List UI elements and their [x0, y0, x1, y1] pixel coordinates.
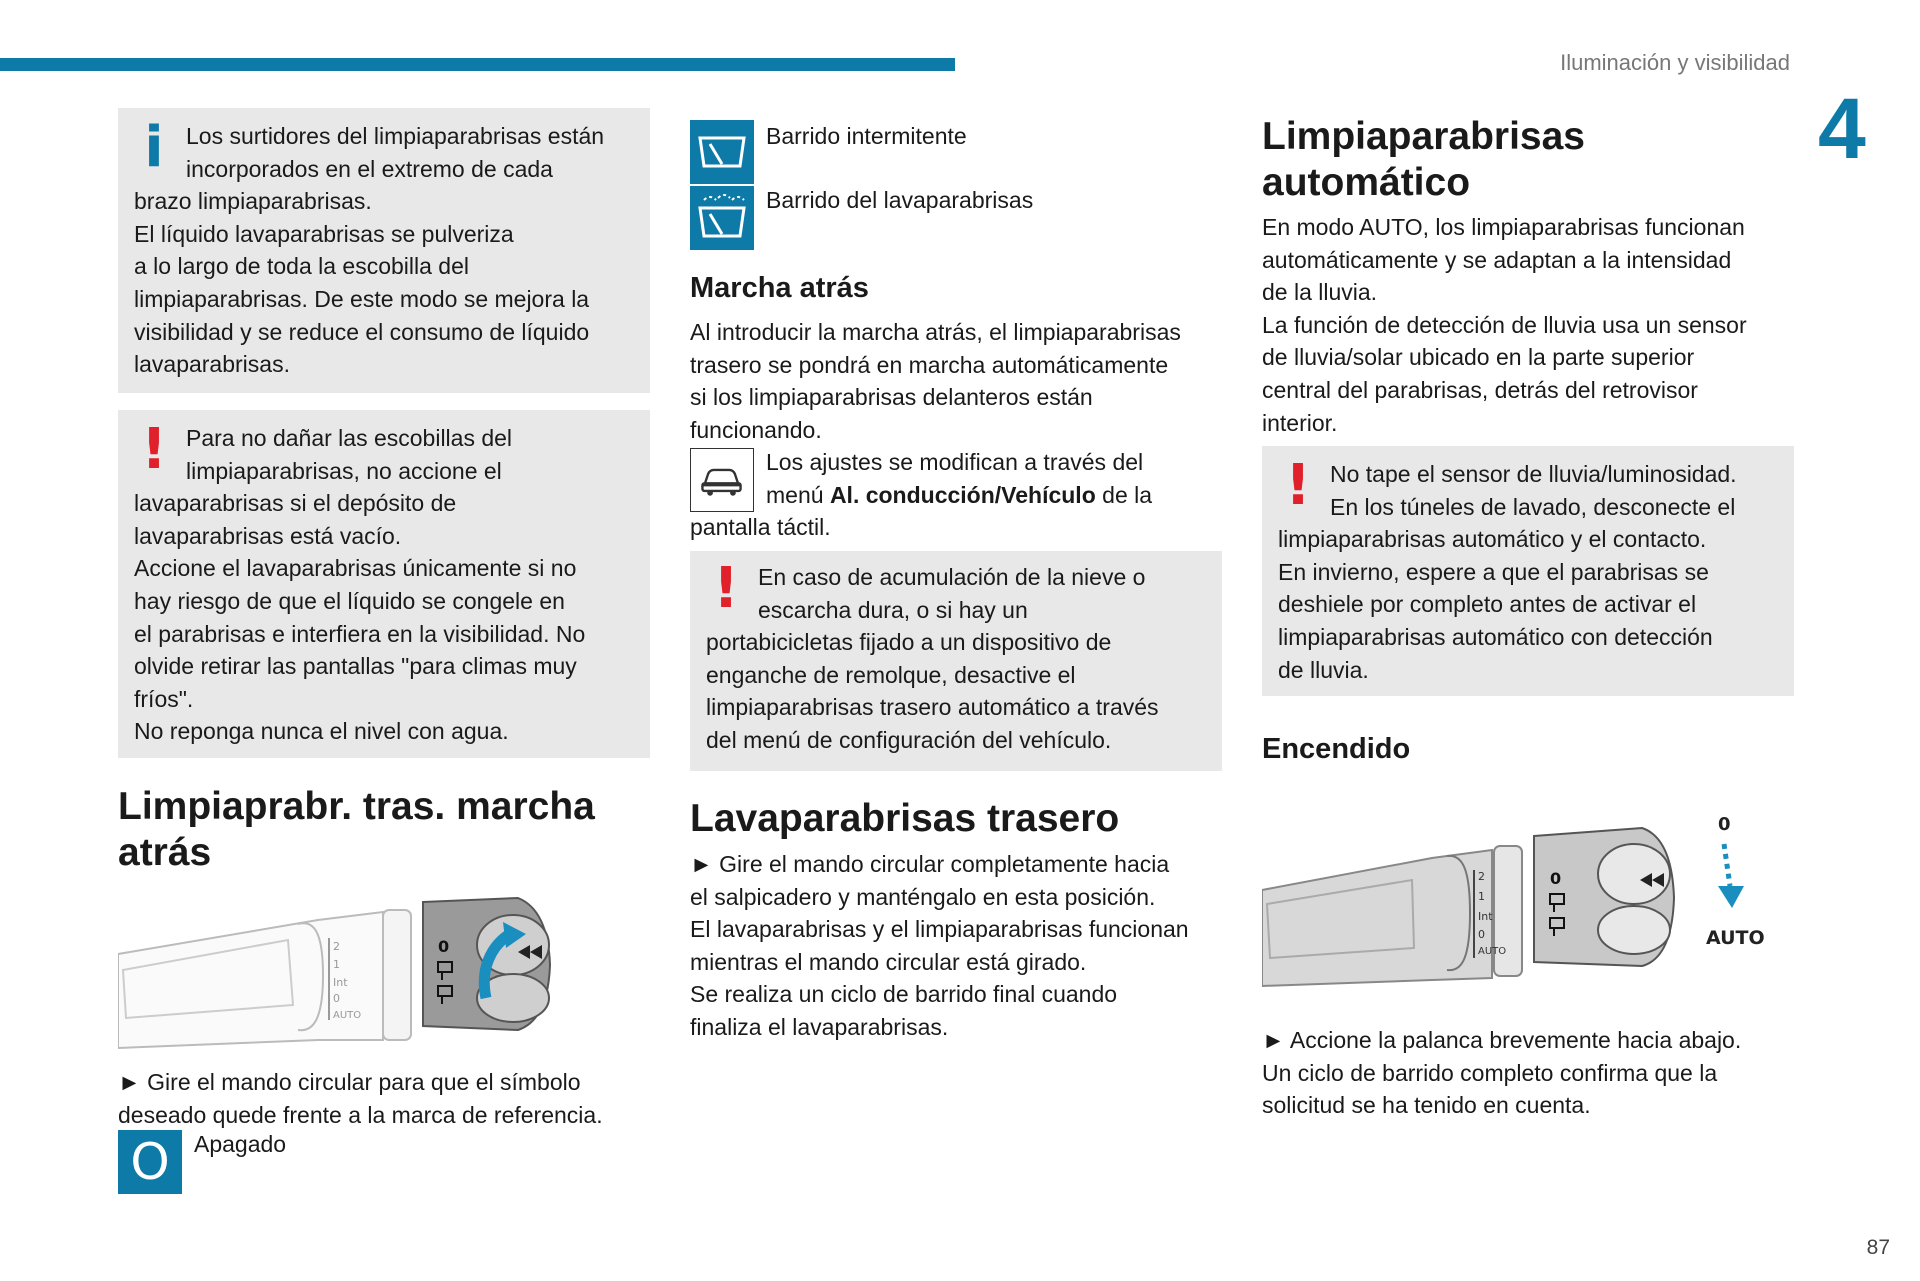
warning-line: limpiaparabrisas automático con detección	[1278, 623, 1713, 650]
instruction-line: deseado quede frente a la marca de referencia.	[118, 1101, 603, 1128]
settings-menu-path: Al. conducción/Vehículo	[829, 481, 1096, 508]
lever-top-label: 0	[1718, 814, 1731, 835]
heading-rear-washer: Lavaparabrisas trasero	[690, 797, 1120, 840]
warning-line: lavaparabrisas está vacío.	[134, 522, 402, 549]
switch-on-instructions	[1262, 1024, 1802, 1122]
warning-line: deshiele por completo antes de activar el	[1278, 591, 1697, 618]
auto-line: interior.	[1262, 409, 1338, 436]
lever-mark: 1	[333, 958, 340, 971]
warning-line: Accione el lavaparabrisas únicamente si no	[134, 555, 577, 582]
heading-line: Limpiaparabrisas	[1262, 115, 1585, 158]
lever-mark: 0	[1550, 869, 1562, 888]
off-symbol-label: Apagado	[194, 1131, 287, 1157]
rear-washer-line: El lavaparabrisas y el limpiaparabrisas funcionan	[690, 916, 1189, 943]
warning-line: lavaparabrisas si el depósito de	[134, 490, 457, 517]
auto-line: central del parabrisas, detrás del retrovisor	[1262, 376, 1698, 403]
car-icon	[691, 449, 752, 510]
warning-box-snow	[690, 551, 1222, 771]
warning-line: En caso de acumulación de la nieve o	[758, 564, 1146, 590]
rear-washer-line: Se realiza un ciclo de barrido final cuando	[690, 981, 1118, 1008]
warning-icon: !	[1285, 453, 1311, 518]
info-line: lavaparabrisas.	[134, 351, 290, 378]
lever-mark: 1	[1478, 890, 1485, 903]
info-icon: i	[144, 115, 164, 180]
rear-washer-paragraph	[690, 848, 1230, 1044]
warning-line: del menú de configuración del vehículo.	[706, 726, 1112, 753]
warning-line: el parabrisas e interfiera en la visibilidad. No	[134, 620, 586, 647]
info-line: a lo largo de toda la escobilla del	[134, 253, 470, 280]
lever-auto-label: AUTO	[1706, 927, 1765, 949]
warning-line: En invierno, espere a que el parabrisas se	[1278, 558, 1709, 585]
page-number: 87	[1866, 1236, 1890, 1259]
lever-mark: Int	[1478, 910, 1493, 923]
auto-line: automáticamente y se adaptan a la intensidad	[1262, 246, 1732, 273]
info-line: brazo limpiaparabrisas.	[134, 188, 372, 215]
warning-line: limpiaparabrisas, no accione el	[186, 457, 502, 484]
warning-icon: !	[141, 417, 167, 482]
reverse-line: si los limpiaparabrisas delanteros están	[690, 384, 1093, 411]
warning-line: enganche de remolque, desactive el	[706, 661, 1076, 688]
warning-line: portabicicletas fijado a un dispositivo de	[706, 629, 1112, 656]
intermittent-wipe-label: Barrido intermitente	[766, 123, 967, 149]
warning-icon: !	[713, 556, 739, 621]
auto-line: La función de detección de lluvia usa un sensor	[1262, 311, 1747, 338]
warning-line: limpiaparabrisas automático y el contacto.	[1278, 526, 1707, 553]
lever-mark: AUTO	[1478, 946, 1507, 957]
chapter-number: 4	[1818, 81, 1866, 177]
warning-line: escarcha dura, o si hay un	[758, 596, 1028, 623]
auto-wiper-lever-illustration	[1262, 808, 1782, 993]
settings-text: menú	[766, 481, 830, 508]
heading-rear-wiper-reverse	[118, 784, 678, 876]
warning-box-rain-sensor	[1262, 446, 1794, 696]
warning-line: olvide retirar las pantallas "para climas muy	[134, 653, 577, 680]
off-symbol	[118, 1130, 182, 1194]
settings-text: de la	[1095, 481, 1153, 508]
rear-washer-line: mientras el mando circular está girado.	[690, 948, 1087, 975]
heading-auto-wipers	[1262, 114, 1802, 206]
lever-mark: AUTO	[333, 1010, 362, 1021]
heading-line: automático	[1262, 161, 1471, 204]
lever-mark: 0	[1478, 928, 1485, 941]
washer-wipe-label: Barrido del lavaparabrisas	[766, 187, 1034, 213]
warning-line: hay riesgo de que el líquido se congele en	[134, 587, 565, 614]
warning-line: fríos".	[134, 685, 194, 712]
heading-reverse-gear: Marcha atrás	[690, 272, 869, 304]
lever-mark: 0	[333, 992, 340, 1005]
reverse-line: Al introducir la marcha atrás, el limpiaparabrisas	[690, 319, 1181, 345]
warning-line: Para no dañar las escobillas del	[186, 425, 513, 451]
info-box	[118, 108, 650, 393]
settings-line	[766, 479, 1236, 512]
reverse-line: funcionando.	[690, 416, 822, 443]
settings-note-tail: pantalla táctil.	[690, 514, 831, 540]
auto-line: de lluvia/solar ubicado en la parte superior	[1262, 344, 1695, 371]
auto-line: En modo AUTO, los limpiaparabrisas funcionan	[1262, 214, 1745, 240]
lever-mark: 2	[1478, 870, 1485, 883]
warning-line: limpiaparabrisas trasero automático a través	[706, 694, 1159, 721]
vehicle-settings-icon-box	[690, 448, 754, 512]
rear-washer-line: finaliza el lavaparabrisas.	[690, 1013, 949, 1040]
wiper-lever-illustration	[118, 890, 568, 1065]
heading-line: Limpiaprabr. tras. marcha	[118, 785, 595, 828]
off-symbol-glyph: O	[130, 1133, 170, 1191]
action-line: solicitud se ha tenido en cuenta.	[1262, 1092, 1591, 1119]
lever-mark: 2	[333, 940, 340, 953]
auto-line: de la lluvia.	[1262, 279, 1378, 306]
warning-box-washer	[118, 410, 650, 758]
windshield-washer-icon	[690, 186, 754, 250]
header-accent-bar	[0, 58, 955, 71]
heading-line: atrás	[118, 831, 212, 874]
heading-switch-on: Encendido	[1262, 733, 1411, 765]
settings-line: Los ajustes se modifican a través del	[766, 449, 1144, 475]
info-line: visibilidad y se reduce el consumo de líquido	[134, 318, 590, 345]
info-line: incorporados en el extremo de cada	[186, 155, 553, 182]
section-title: Iluminación y visibilidad	[1560, 50, 1790, 75]
reverse-paragraph	[690, 316, 1230, 446]
windshield-wiper-icon	[690, 120, 754, 184]
rear-washer-line: el salpicadero y manténgalo en esta posición.	[690, 883, 1156, 910]
action-line: Un ciclo de barrido completo confirma que la	[1262, 1059, 1718, 1086]
action-line: ► Accione la palanca brevemente hacia abajo.	[1262, 1027, 1742, 1053]
warning-line: En los túneles de lavado, desconecte el	[1330, 493, 1736, 520]
info-line: El líquido lavaparabrisas se pulveriza	[134, 220, 514, 247]
warning-line: de lluvia.	[1278, 656, 1369, 683]
warning-line: No tape el sensor de lluvia/luminosidad.	[1330, 461, 1737, 487]
info-line: Los surtidores del limpiaparabrisas están	[186, 123, 605, 149]
auto-wipers-paragraph	[1262, 211, 1802, 439]
lever-mark: Int	[333, 976, 348, 989]
rear-washer-line: ► Gire el mando circular completamente hacia	[690, 851, 1170, 877]
washer-wipe-symbol	[690, 186, 754, 250]
instruction-line: ► Gire el mando circular para que el símbolo	[118, 1069, 581, 1095]
reverse-line: trasero se pondrá en marcha automáticamente	[690, 351, 1169, 378]
settings-note	[766, 446, 1236, 511]
info-line: limpiaparabrisas. De este modo se mejora la	[134, 285, 590, 312]
lever-mark: 0	[438, 937, 450, 956]
intermittent-wipe-symbol	[690, 120, 754, 184]
instruction-rotate	[118, 1066, 678, 1131]
warning-line: No reponga nunca el nivel con agua.	[134, 718, 509, 745]
